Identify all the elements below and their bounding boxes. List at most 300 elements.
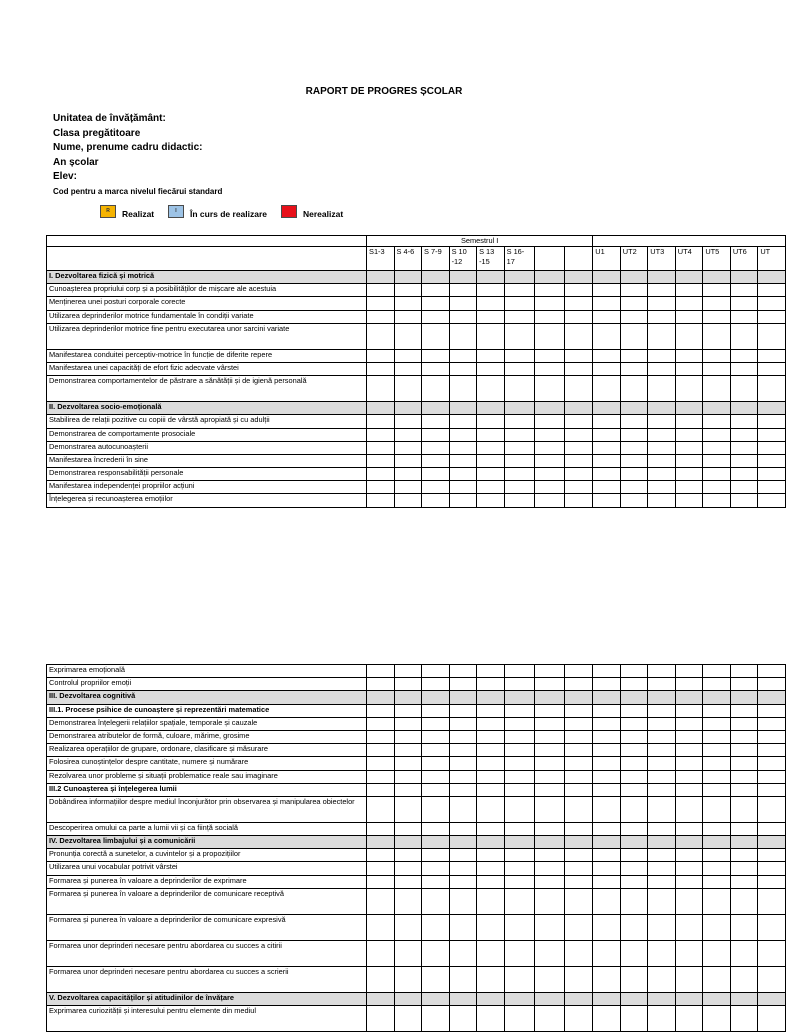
progress-cell (758, 914, 786, 940)
progress-cell (394, 875, 422, 888)
progress-cell (564, 770, 593, 783)
progress-cell (730, 271, 758, 284)
progress-cell (449, 376, 477, 402)
table-row (47, 468, 786, 481)
progress-cell (703, 297, 731, 310)
progress-cell (477, 691, 505, 704)
progress-cell (648, 966, 676, 992)
progress-cell (703, 914, 731, 940)
progress-cell (394, 454, 422, 467)
progress-cell (648, 284, 676, 297)
progress-cell (394, 992, 422, 1005)
progress-cell (504, 678, 535, 691)
week-column-header (535, 247, 565, 271)
progress-cell (504, 992, 535, 1005)
progress-cell (394, 862, 422, 875)
progress-cell (535, 349, 565, 362)
progress-cell (593, 665, 621, 678)
progress-cell (394, 836, 422, 849)
standard-label: Demonstrarea de comportamente prosociale (47, 428, 367, 441)
standard-label: Realizarea operațiilor de grupare, ordonare, clasificare și măsurare (47, 744, 367, 757)
progress-cell (648, 494, 676, 507)
progress-cell (593, 875, 621, 888)
progress-cell (422, 704, 450, 717)
progress-cell (593, 783, 621, 796)
progress-cell (477, 468, 505, 481)
progress-cell (504, 481, 535, 494)
progress-cell (449, 992, 477, 1005)
progress-cell (593, 428, 621, 441)
progress-cell (730, 862, 758, 875)
progress-cell (535, 966, 565, 992)
progress-cell (703, 284, 731, 297)
progress-cell (564, 783, 593, 796)
progress-cell (758, 888, 786, 914)
progress-cell (449, 349, 477, 362)
progress-cell (648, 862, 676, 875)
progress-cell (730, 1006, 758, 1032)
progress-cell (394, 717, 422, 730)
progress-cell (675, 297, 703, 310)
section-row (47, 836, 786, 849)
table-row (47, 849, 786, 862)
progress-cell (593, 349, 621, 362)
progress-cell (422, 730, 450, 743)
progress-cell (422, 992, 450, 1005)
progress-cell (449, 310, 477, 323)
progress-cell (675, 376, 703, 402)
progress-cell (730, 297, 758, 310)
progress-cell (675, 349, 703, 362)
progress-cell (703, 770, 731, 783)
progress-cell (477, 310, 505, 323)
progress-cell (620, 665, 648, 678)
progress-cell (564, 796, 593, 822)
progress-cell (449, 402, 477, 415)
progress-cell (422, 665, 450, 678)
progress-cell (758, 1006, 786, 1032)
progress-cell (703, 691, 731, 704)
progress-cell (620, 744, 648, 757)
progress-cell (535, 704, 565, 717)
table-row (47, 376, 786, 402)
progress-cell (593, 966, 621, 992)
progress-cell (422, 428, 450, 441)
progress-cell (477, 376, 505, 402)
progress-cell (394, 310, 422, 323)
progress-cell (648, 796, 676, 822)
progress-cell (593, 770, 621, 783)
progress-cell (535, 362, 565, 375)
progress-cell (620, 849, 648, 862)
progress-cell (648, 691, 676, 704)
header-row-columns (47, 247, 786, 271)
progress-cell (730, 284, 758, 297)
progress-cell (564, 415, 593, 428)
progress-cell (620, 402, 648, 415)
progress-cell (367, 415, 395, 428)
progress-cell (564, 888, 593, 914)
progress-cell (535, 310, 565, 323)
header-blank-cell (47, 236, 367, 247)
progress-cell (449, 454, 477, 467)
progress-cell (648, 822, 676, 835)
progress-cell (564, 1006, 593, 1032)
standard-label: Folosirea cunoștințelor despre cantitate, numere și numărare (47, 757, 367, 770)
progress-cell (593, 468, 621, 481)
progress-cell (675, 849, 703, 862)
unit-column-header: UT (758, 247, 786, 271)
progress-cell (394, 284, 422, 297)
progress-cell (730, 744, 758, 757)
progress-cell (648, 415, 676, 428)
progress-cell (593, 704, 621, 717)
progress-cell (648, 940, 676, 966)
standard-label: Demonstrarea responsabilității personale (47, 468, 367, 481)
progress-cell (504, 362, 535, 375)
progress-cell (620, 888, 648, 914)
progress-cell (758, 730, 786, 743)
progress-cell (620, 730, 648, 743)
progress-cell (535, 402, 565, 415)
unit-column-header: UT5 (703, 247, 731, 271)
progress-cell (367, 940, 395, 966)
progress-cell (449, 770, 477, 783)
table-row (47, 362, 786, 375)
progress-cell (535, 454, 565, 467)
progress-cell (593, 757, 621, 770)
progress-cell (564, 494, 593, 507)
progress-cell (593, 310, 621, 323)
progress-cell (620, 310, 648, 323)
progress-cell (535, 783, 565, 796)
progress-cell (564, 284, 593, 297)
progress-cell (730, 678, 758, 691)
legend-label: În curs de realizare (190, 209, 268, 219)
progress-cell (730, 940, 758, 966)
progress-cell (504, 1006, 535, 1032)
progress-cell (422, 297, 450, 310)
progress-cell (703, 888, 731, 914)
progress-cell (758, 862, 786, 875)
progress-cell (367, 849, 395, 862)
progress-cell (477, 665, 505, 678)
progress-cell (564, 836, 593, 849)
progress-cell (394, 362, 422, 375)
progress-cell (703, 875, 731, 888)
progress-cell (675, 441, 703, 454)
progress-cell (477, 822, 505, 835)
progress-cell (620, 862, 648, 875)
progress-cell (703, 796, 731, 822)
week-column-header (564, 247, 593, 271)
standard-label: Formarea și punerea în valoare a deprinderilor de comunicare expresivă (47, 914, 367, 940)
unit-column-header: UT4 (675, 247, 703, 271)
progress-cell (477, 744, 505, 757)
progress-cell (675, 940, 703, 966)
progress-cell (367, 376, 395, 402)
standard-label: Dobândirea informațiilor despre mediul înconjurător prin observarea și manipularea obiectelor (47, 796, 367, 822)
progress-cell (564, 717, 593, 730)
progress-cell (648, 402, 676, 415)
progress-cell (394, 297, 422, 310)
progress-cell (758, 757, 786, 770)
progress-cell (675, 783, 703, 796)
table-row (47, 454, 786, 467)
progress-cell (504, 757, 535, 770)
progress-cell (535, 481, 565, 494)
progress-cell (535, 888, 565, 914)
progress-cell (758, 271, 786, 284)
progress-cell (593, 1006, 621, 1032)
progress-cell (675, 875, 703, 888)
progress-cell (535, 862, 565, 875)
progress-cell (648, 362, 676, 375)
progress-cell (730, 665, 758, 678)
progress-cell (730, 323, 758, 349)
progress-cell (477, 428, 505, 441)
progress-cell (648, 323, 676, 349)
progress-cell (620, 914, 648, 940)
standard-label: Stabilirea de relații pozitive cu copiii de vârstă apropiată și cu adulții (47, 415, 367, 428)
progress-cell (564, 704, 593, 717)
progress-cell (367, 717, 395, 730)
progress-cell (394, 770, 422, 783)
progress-cell (730, 349, 758, 362)
progress-cell (477, 992, 505, 1005)
unit-column-header: UT2 (620, 247, 648, 271)
week-column-header: S 7-9 (422, 247, 450, 271)
progress-cell (758, 310, 786, 323)
progress-cell (477, 888, 505, 914)
progress-cell (703, 310, 731, 323)
progress-cell (703, 966, 731, 992)
progress-cell (593, 914, 621, 940)
standard-label: Manifestarea conduitei perceptiv-motrice în funcție de diferite repere (47, 349, 367, 362)
progress-cell (593, 494, 621, 507)
progress-cell (477, 836, 505, 849)
progress-cell (535, 796, 565, 822)
standard-label: Exprimarea emoțională (47, 665, 367, 678)
progress-cell (449, 481, 477, 494)
progress-cell (422, 402, 450, 415)
progress-cell (675, 1006, 703, 1032)
progress-cell (394, 481, 422, 494)
progress-cell (394, 441, 422, 454)
progress-cell (703, 362, 731, 375)
progress-cell (730, 310, 758, 323)
progress-cell (675, 665, 703, 678)
progress-cell (564, 349, 593, 362)
progress-cell (394, 849, 422, 862)
progress-cell (758, 770, 786, 783)
progress-cell (422, 836, 450, 849)
progress-cell (758, 349, 786, 362)
progress-cell (535, 415, 565, 428)
progress-cell (504, 796, 535, 822)
progress-cell (535, 441, 565, 454)
progress-cell (703, 744, 731, 757)
progress-cell (730, 875, 758, 888)
progress-cell (422, 310, 450, 323)
progress-cell (758, 940, 786, 966)
progress-cell (675, 468, 703, 481)
unit-column-header: U1 (593, 247, 621, 271)
info-class: Clasa pregătitoare (53, 127, 141, 139)
progress-cell (703, 1006, 731, 1032)
progress-cell (449, 822, 477, 835)
progress-cell (593, 862, 621, 875)
progress-cell (504, 454, 535, 467)
progress-cell (703, 415, 731, 428)
progress-cell (504, 770, 535, 783)
progress-cell (620, 940, 648, 966)
progress-cell (504, 836, 535, 849)
progress-cell (504, 284, 535, 297)
progress-cell (535, 836, 565, 849)
progress-cell (394, 757, 422, 770)
progress-cell (367, 770, 395, 783)
progress-cell (504, 323, 535, 349)
progress-cell (593, 323, 621, 349)
progress-cell (758, 362, 786, 375)
progress-cell (504, 271, 535, 284)
progress-cell (675, 796, 703, 822)
section-label: II. Dezvoltarea socio-emoțională (47, 402, 367, 415)
progress-cell (367, 481, 395, 494)
progress-cell (477, 271, 505, 284)
progress-cell (564, 468, 593, 481)
progress-cell (620, 757, 648, 770)
table-row (47, 822, 786, 835)
progress-cell (593, 940, 621, 966)
progress-cell (504, 691, 535, 704)
progress-cell (477, 1006, 505, 1032)
progress-cell (367, 665, 395, 678)
progress-cell (422, 415, 450, 428)
legend-label: Realizat (122, 209, 155, 219)
realizat-swatch: R (100, 205, 116, 218)
progress-cell (730, 849, 758, 862)
progress-cell (703, 940, 731, 966)
progress-cell (367, 494, 395, 507)
progress-cell (564, 362, 593, 375)
progress-cell (564, 744, 593, 757)
progress-cell (422, 691, 450, 704)
progress-cell (593, 744, 621, 757)
progress-cell (422, 796, 450, 822)
standard-label: Controlul propriilor emoții (47, 678, 367, 691)
progress-cell (620, 822, 648, 835)
table-row (47, 1006, 786, 1032)
progress-cell (422, 349, 450, 362)
progress-cell (535, 376, 565, 402)
progress-cell (620, 349, 648, 362)
progress-cell (564, 271, 593, 284)
progress-cell (449, 757, 477, 770)
progress-cell (730, 376, 758, 402)
progress-cell (535, 297, 565, 310)
progress-cell (477, 454, 505, 467)
progress-cell (367, 362, 395, 375)
progress-cell (504, 966, 535, 992)
progress-cell (648, 428, 676, 441)
section-row (47, 402, 786, 415)
progress-cell (535, 757, 565, 770)
progress-cell (703, 992, 731, 1005)
progress-cell (758, 691, 786, 704)
progress-cell (593, 888, 621, 914)
progress-cell (504, 717, 535, 730)
progress-cell (620, 770, 648, 783)
progress-cell (730, 757, 758, 770)
unit-column-header: UT3 (648, 247, 676, 271)
progress-cell (422, 914, 450, 940)
info-block (53, 112, 222, 198)
progress-cell (675, 271, 703, 284)
progress-cell (394, 415, 422, 428)
progress-cell (648, 730, 676, 743)
progress-cell (703, 428, 731, 441)
section-label: I. Dezvoltarea fizică și motrică (47, 271, 367, 284)
progress-cell (564, 402, 593, 415)
table-row (47, 757, 786, 770)
progress-cell (564, 875, 593, 888)
progress-cell (648, 454, 676, 467)
progress-cell (504, 849, 535, 862)
progress-cell (422, 362, 450, 375)
progress-cell (504, 744, 535, 757)
progress-cell (620, 875, 648, 888)
progress-cell (593, 678, 621, 691)
progress-cell (620, 1006, 648, 1032)
progress-cell (703, 862, 731, 875)
table-row (47, 310, 786, 323)
week-column-header: S 13 -15 (477, 247, 505, 271)
progress-cell (477, 349, 505, 362)
standard-label: Exprimarea curiozității și interesului pentru elemente din mediul (47, 1006, 367, 1032)
table-row (47, 875, 786, 888)
progress-cell (758, 704, 786, 717)
progress-cell (675, 691, 703, 704)
report-title: RAPORT DE PROGRES ȘCOLAR (305, 86, 463, 97)
progress-cell (648, 757, 676, 770)
progress-cell (535, 428, 565, 441)
progress-cell (367, 310, 395, 323)
progress-cell (703, 481, 731, 494)
progress-cell (620, 284, 648, 297)
progress-cell (449, 665, 477, 678)
progress-cell (648, 888, 676, 914)
progress-cell (367, 323, 395, 349)
progress-cell (504, 494, 535, 507)
table-row (47, 888, 786, 914)
progress-cell (675, 744, 703, 757)
progress-cell (422, 822, 450, 835)
table-row (47, 966, 786, 992)
progress-cell (648, 704, 676, 717)
info-student: Elev: (53, 171, 77, 182)
progress-cell (449, 441, 477, 454)
progress-cell (504, 914, 535, 940)
progress-cell (477, 362, 505, 375)
progress-cell (535, 271, 565, 284)
table-row (47, 940, 786, 966)
progress-cell (367, 875, 395, 888)
progress-cell (730, 402, 758, 415)
progress-cell (620, 271, 648, 284)
progress-cell (449, 783, 477, 796)
